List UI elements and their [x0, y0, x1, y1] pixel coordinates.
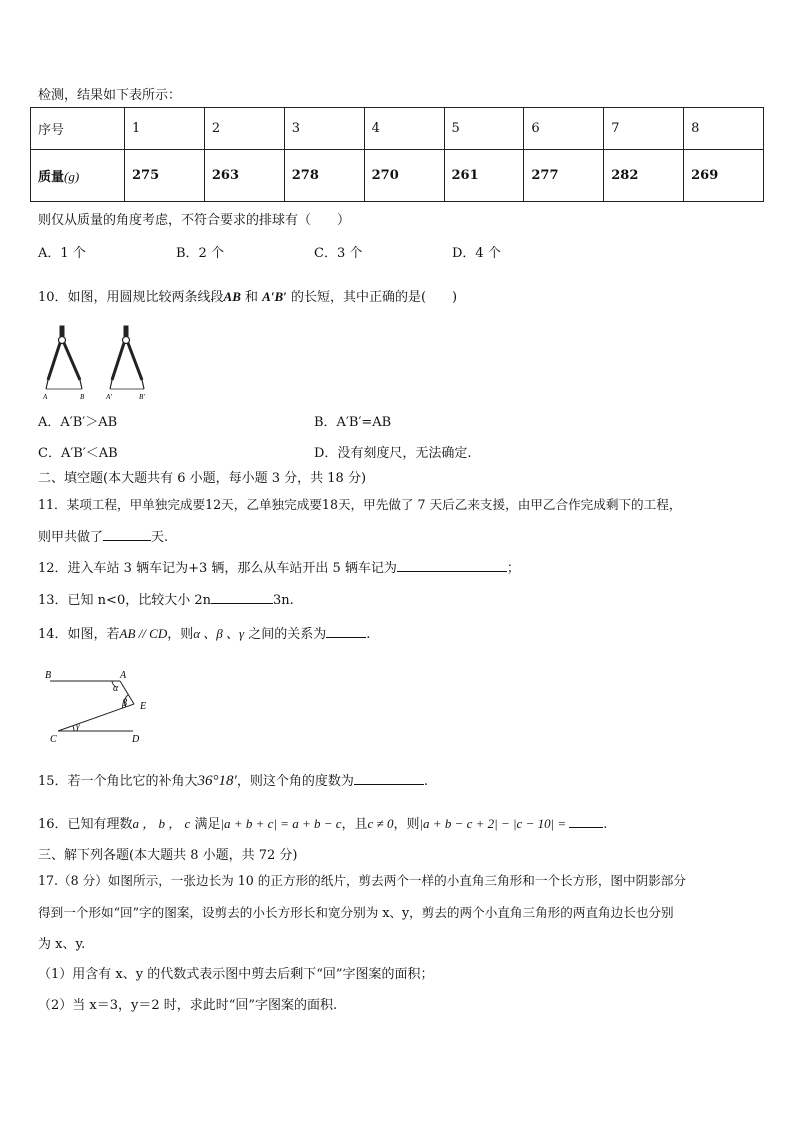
q15-angle: 36°18′ — [197, 773, 237, 789]
answer-blank[interactable] — [211, 591, 273, 604]
label-d: D — [132, 734, 140, 745]
table-cell: 282 — [604, 150, 684, 202]
q16-text-b: 满足 — [190, 817, 221, 832]
table-cell: 275 — [125, 150, 205, 202]
q10-text-mid: 和 — [240, 290, 263, 305]
q13-text-b: 3n. — [273, 593, 294, 608]
q14-text-a: 14．如图，若 — [38, 627, 120, 642]
compass-right — [110, 326, 144, 389]
q16-end: . — [603, 817, 608, 832]
q10-option-d: D．没有刻度尺，无法确定. — [314, 446, 472, 461]
table-cell: 8 — [684, 108, 764, 150]
q16-question — [38, 813, 607, 832]
label-e: E — [140, 701, 147, 712]
q10-text-a: 10．如图，用圆规比较两条线段 — [38, 290, 224, 305]
table-row — [31, 150, 764, 202]
label-c: C — [50, 734, 57, 745]
label-alpha: α — [113, 683, 119, 694]
q16-text-a: 16．已知有理数 — [38, 817, 133, 832]
answer-blank[interactable] — [354, 772, 424, 785]
table-header-cell: 序号 — [31, 108, 125, 150]
table-cell: 261 — [444, 150, 524, 202]
answer-blank[interactable] — [326, 625, 366, 638]
q17-sub1: （1）用含有 x、y 的代数式表示图中剪去后剩下“回”字图案的面积； — [38, 967, 434, 982]
arc-gamma — [73, 726, 74, 731]
mass-unit: (g) — [64, 169, 80, 184]
q10-text-b: 的长短，其中正确的是( ) — [286, 290, 458, 305]
table-cell: 277 — [524, 150, 604, 202]
table-cell: 269 — [684, 150, 764, 202]
table-cell: 5 — [444, 108, 524, 150]
q11-text-b: 天. — [151, 530, 169, 545]
q11-line2 — [38, 526, 168, 545]
q14-question — [38, 623, 370, 642]
q12-text: 12．进入车站 3 辆车记为+3 辆，那么从车站开出 5 辆车记为 — [38, 561, 397, 576]
section-2-heading: 二、填空题(本大题共有 6 小题，每小题 3 分，共 18 分) — [38, 471, 367, 486]
label-gamma: γ — [76, 721, 80, 731]
label-beta: β — [122, 698, 127, 709]
q10-option-a: A．A′B′＞AB — [38, 415, 118, 430]
q10-segment-ab: AB — [223, 289, 241, 304]
q16-equation-1: |a + b + c| = a + b − c — [220, 816, 342, 831]
table-cell: 3 — [284, 108, 364, 150]
answer-blank[interactable] — [569, 815, 603, 828]
mass-label: 质量 — [38, 170, 65, 185]
q9-option-a: A．1 个 — [38, 246, 86, 261]
q12-question — [38, 557, 520, 576]
table-row — [31, 108, 764, 150]
q11-text-a: 则甲共做了 — [38, 530, 104, 545]
q15-text-b: ，则这个角的度数为 — [236, 774, 354, 789]
mass-table — [30, 107, 764, 202]
label-a: A — [120, 670, 127, 681]
q16-condition: c ≠ 0 — [367, 816, 394, 831]
q9-option-d: D．4 个 — [452, 246, 501, 261]
q17-line1: 17.（8 分）如图所示，一张边长为 10 的正方形的纸片，剪去两个一样的小直角三角形和一个长方形，图中阴影部分 — [38, 873, 686, 888]
table-cell: 7 — [604, 108, 684, 150]
table-cell: 2 — [204, 108, 284, 150]
answer-blank[interactable] — [397, 559, 507, 572]
q10-option-c: C．A′B′＜AB — [38, 446, 118, 461]
q14-condition: AB // CD — [119, 626, 168, 641]
label-a-prime: A′ — [106, 393, 112, 401]
label-b: B — [80, 393, 85, 401]
table-cell: 4 — [364, 108, 444, 150]
q14-text-b: ，则 — [167, 627, 194, 642]
q17-line2: 得到一个形如“回”字的图案，设剪去的小长方形长和宽分别为 x、y，剪去的两个小直角三角形的两直角边长也分别 — [38, 905, 674, 920]
q9-option-b: B．2 个 — [176, 246, 224, 261]
table-header-cell — [31, 150, 125, 202]
q13-text-a: 13．已知 n<0，比较大小 2n — [38, 593, 211, 608]
q16-variables: a ， b ， c — [132, 816, 191, 831]
q14-text-c: 之间的关系为 — [244, 627, 327, 642]
q9-question: 则仅从质量的角度考虑，不符合要求的排球有（ ） — [38, 213, 351, 228]
q15-question — [38, 770, 428, 790]
q14-angles: α 、β 、γ — [193, 626, 245, 641]
label-b: B — [45, 670, 52, 681]
table-cell: 263 — [204, 150, 284, 202]
q15-end: . — [423, 774, 428, 789]
table-cell: 6 — [524, 108, 604, 150]
label-a: A — [43, 393, 48, 401]
q11-line1: 11．某项工程，甲单独完成要12天，乙单独完成要18天，甲先做了 7 天后乙来支援，由甲乙合作完成剩下的工程， — [38, 497, 682, 512]
q10-segment-a1b1: A′B′ — [262, 289, 287, 304]
q17-sub2: （2）当 x＝3，y＝2 时，求此时“回”字图案的面积. — [38, 998, 338, 1013]
table-cell: 270 — [364, 150, 444, 202]
q16-equation-2: |a + b − c + 2| − |c − 10| = — [419, 816, 567, 831]
compass-left — [46, 326, 82, 389]
q9-option-c: C．3 个 — [314, 246, 363, 261]
label-b-prime: B′ — [139, 393, 145, 401]
q10-question — [38, 286, 457, 305]
q16-text-c: ，且 — [341, 817, 368, 832]
compass-figure — [36, 322, 156, 402]
q17-line3: 为 x、y. — [38, 937, 86, 952]
answer-blank[interactable] — [103, 528, 151, 541]
table-cell: 278 — [284, 150, 364, 202]
table-cell: 1 — [125, 108, 205, 150]
q14-end: . — [366, 627, 371, 642]
q13-question — [38, 589, 294, 608]
q16-text-d: ，则 — [393, 817, 420, 832]
intro-text: 检测，结果如下表所示： — [38, 88, 182, 103]
q12-end: ； — [506, 561, 520, 576]
section-3-heading: 三、解下列各题(本大题共 8 小题，共 72 分) — [38, 848, 298, 863]
q15-text-a: 15．若一个角比它的补角大 — [38, 774, 198, 789]
parallel-lines-figure — [40, 668, 160, 746]
q10-option-b: B．A′B′=AB — [314, 415, 392, 430]
